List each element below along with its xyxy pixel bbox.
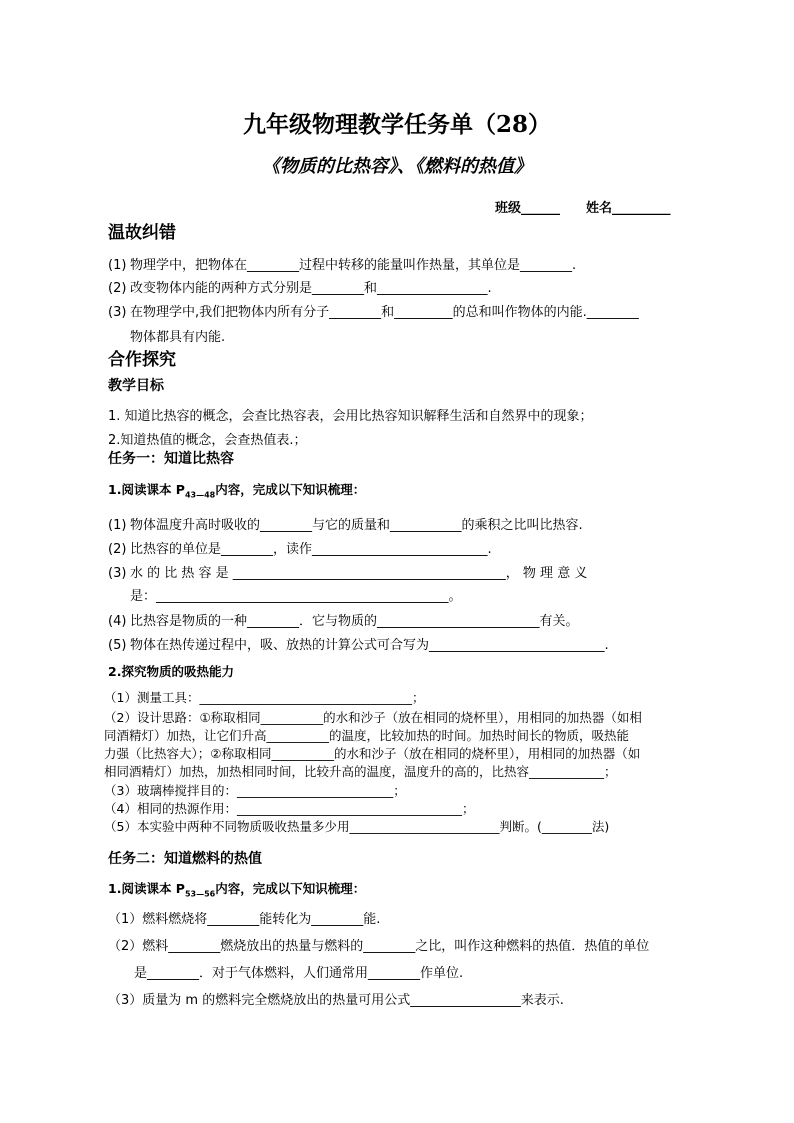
item-text: 物体温度升高时吸收的________与它的质量和___________的乘积之比叫比热容. xyxy=(130,518,583,533)
page-range: 53—56 xyxy=(184,889,216,899)
task2-item-2: （2）燃料________燃烧放出的热量与燃料的________之比，叫作这种燃料的热值．热值的单位 xyxy=(108,939,650,954)
task1-item-4 xyxy=(108,610,579,629)
item-text: 比热容的单位是________，读作___________________________. xyxy=(130,542,492,557)
item-number: (2) xyxy=(108,542,127,557)
task2-heading: 任务二：知道燃料的热值 xyxy=(108,851,262,867)
review-item-3 xyxy=(108,301,639,320)
goal-2: 2.知道热值的概念，会查热值表.； xyxy=(108,433,307,448)
page-title: 九年级物理教学任务单（28） xyxy=(242,111,551,138)
task1-item-3-cont xyxy=(108,585,462,604)
task1-heading: 任务一：知道比热容 xyxy=(108,451,234,467)
cooperate-heading: 合作探究 xyxy=(108,350,176,370)
page-range: 43—48 xyxy=(184,490,216,500)
explore-line-8: （5）本实验中两种不同物质吸收热量多少用________________________判断。(________法) xyxy=(104,819,610,834)
explore-line-4: 力强（比热容大）；②称取相同__________的水和沙子（放在相同的烧杯里），用相同的加热器（如 xyxy=(104,746,641,761)
item-number: (5) xyxy=(108,638,127,653)
explore-line-1: （1）测量工具：__________________________________； xyxy=(104,690,425,705)
task1-item-3 xyxy=(108,562,587,581)
page-subtitle: 《物质的比热容》、《燃料的热值》 xyxy=(262,156,532,177)
goal-1: 1. 知道比热容的概念，会查比热容表，会用比热容知识解释生活和自然界中的现象； xyxy=(108,409,593,424)
class-field[interactable]: 班级______ xyxy=(495,201,561,216)
task2-item-2-cont: 是________．对于气体燃料，人们通常用________作单位. xyxy=(134,966,464,981)
explore-line-2: （2）设计思路：①称取相同__________的水和沙子（放在相同的烧杯里），用相同的加热器（如相 xyxy=(104,710,642,725)
item-number: (1) xyxy=(108,518,127,533)
explore-line-6: （3）玻璃棒搅拌目的：_________________________； xyxy=(104,783,406,798)
item-number: (1) xyxy=(108,258,127,273)
task1-item-5 xyxy=(108,634,609,653)
item-number: (4) xyxy=(108,614,127,629)
review-item-2 xyxy=(108,277,492,296)
item-number: (3) xyxy=(108,305,127,320)
item-text: 水 的 比 热 容 是 __________________________________________， 物 理 意 义 xyxy=(130,566,588,581)
item-text: 物体都具有内能. xyxy=(130,330,226,345)
task2-item-3: （3）质量为 m 的燃料完全燃烧放出的热量可用公式_________________来表示. xyxy=(108,993,564,1008)
name-field[interactable]: 姓名_________ xyxy=(586,201,671,216)
explore-heading: 2.探究物质的吸热能力 xyxy=(108,664,234,679)
goal-heading: 教学目标 xyxy=(108,378,164,394)
item-text: 改变物体内能的两种方式分别是________和_________________. xyxy=(130,281,492,296)
item-text: 比热容是物质的一种________．它与物质的_________________________有关。 xyxy=(130,614,579,629)
explore-line-7: （4）相同的热源作用：____________________________________； xyxy=(104,801,475,816)
item-text: 是：_____________________________________________。 xyxy=(130,589,462,604)
read-prefix: 1.阅读课本 P xyxy=(108,482,185,497)
task1-read-instruction xyxy=(108,480,365,500)
review-heading: 温故纠错 xyxy=(108,223,176,243)
read-suffix: 内容，完成以下知识梳理： xyxy=(215,881,366,896)
task2-read-instruction xyxy=(108,879,365,899)
task2-item-1: （1）燃料燃烧将________能转化为________能. xyxy=(108,912,381,927)
read-suffix: 内容，完成以下知识梳理： xyxy=(215,482,366,497)
review-item-3-cont xyxy=(108,326,225,345)
item-text: 物体在热传递过程中，吸、放热的计算公式可合写为___________________________. xyxy=(130,638,609,653)
item-text: 物理学中，把物体在________过程中转移的能量叫作热量，其单位是________. xyxy=(130,258,577,273)
item-text: 在物理学中,我们把物体内所有分子________和_________的总和叫作物体的内能.________ xyxy=(130,305,639,320)
review-item-1 xyxy=(108,254,576,273)
item-number: (2) xyxy=(108,281,127,296)
item-number: (3) xyxy=(108,566,127,581)
task1-item-1 xyxy=(108,514,583,533)
task1-item-2 xyxy=(108,538,492,557)
read-prefix: 1.阅读课本 P xyxy=(108,881,185,896)
explore-line-3: 同酒精灯）加热，让它们升高__________的温度，比较加热的时间。加热时间长的物质，吸热能 xyxy=(104,728,630,743)
explore-line-5: 相同酒精灯）加热，加热相同时间，比较升高的温度，温度升的高的，比热容____________； xyxy=(104,764,617,779)
